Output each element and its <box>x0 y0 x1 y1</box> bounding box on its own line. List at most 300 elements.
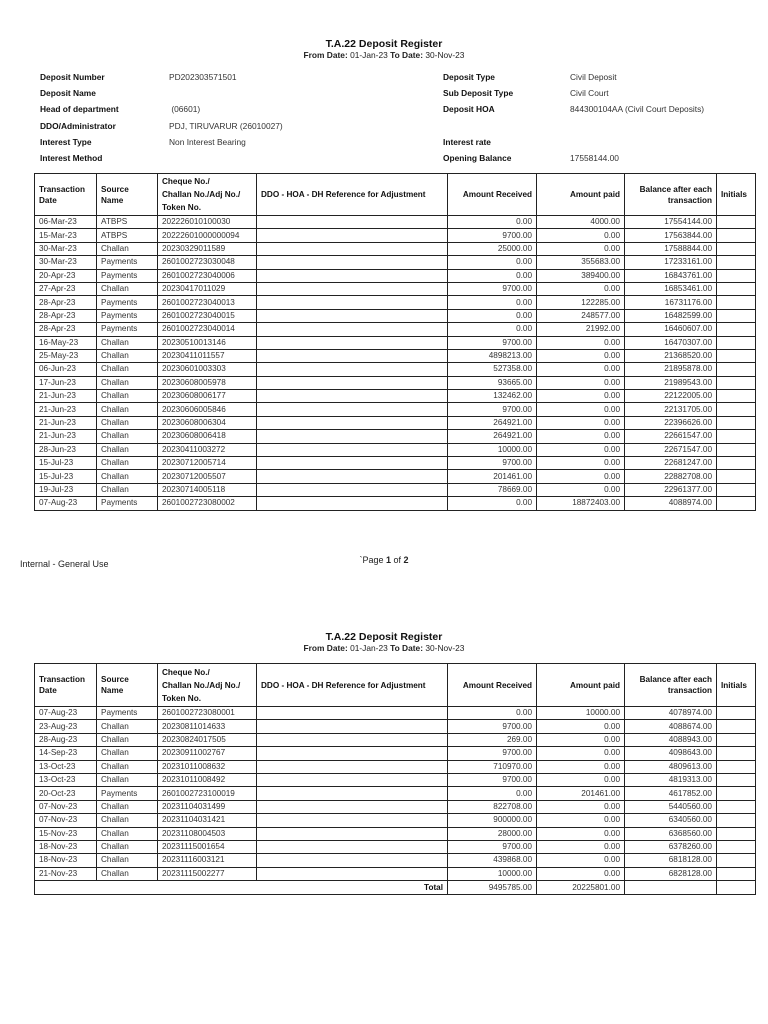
col-amount-paid: Amount paid <box>537 664 625 707</box>
cell-amount-received: 9700.00 <box>448 457 537 470</box>
cell-reference-number: 2601002723040013 <box>158 296 257 309</box>
cell-ddo-hoa-dh-reference <box>257 760 448 773</box>
cell-reference-number: 20231115002277 <box>158 867 257 880</box>
cell-amount-received: 900000.00 <box>448 814 537 827</box>
cell-amount-received: 78669.00 <box>448 483 537 496</box>
table-row <box>35 296 756 309</box>
cell-amount-received: 0.00 <box>448 256 537 269</box>
cell-transaction-date: 27-Apr-23 <box>35 282 97 295</box>
interest-rate-label: Interest rate <box>443 137 491 147</box>
total-balance <box>625 881 717 895</box>
cell-amount-paid: 0.00 <box>537 229 625 242</box>
table-row <box>35 867 756 880</box>
sub-deposit-type-value: Civil Court <box>570 88 609 98</box>
cell-transaction-date: 06-Jun-23 <box>35 363 97 376</box>
cell-initials <box>717 470 756 483</box>
col-amount-received: Amount Received <box>448 174 537 216</box>
cell-ddo-hoa-dh-reference <box>257 296 448 309</box>
cell-balance-after-transaction: 22681247.00 <box>625 457 717 470</box>
cell-amount-paid: 0.00 <box>537 242 625 255</box>
table-row <box>35 787 756 800</box>
cell-amount-received: 0.00 <box>448 707 537 720</box>
cell-amount-received: 9700.00 <box>448 229 537 242</box>
cell-initials <box>717 800 756 813</box>
interest-method-label: Interest Method <box>40 153 103 163</box>
cell-source-name: Challan <box>97 854 158 867</box>
cell-balance-after-transaction: 4809613.00 <box>625 760 717 773</box>
cell-initials <box>717 867 756 880</box>
report-title-page-2: T.A.22 Deposit Register <box>325 631 443 643</box>
transactions-table-page-1 <box>34 173 756 511</box>
cell-balance-after-transaction: 6378260.00 <box>625 840 717 853</box>
cell-ddo-hoa-dh-reference <box>257 827 448 840</box>
cell-source-name: Challan <box>97 363 158 376</box>
cell-source-name: Challan <box>97 840 158 853</box>
cell-initials <box>717 269 756 282</box>
cell-amount-received: 0.00 <box>448 323 537 336</box>
table-row <box>35 497 756 510</box>
cell-balance-after-transaction: 16470307.00 <box>625 336 717 349</box>
cell-amount-received: 0.00 <box>448 787 537 800</box>
page-current: 1 <box>385 555 391 565</box>
cell-transaction-date: 28-Apr-23 <box>35 309 97 322</box>
cell-reference-number: 2601002723040006 <box>158 269 257 282</box>
to-date: 30-Nov-23 <box>425 643 465 653</box>
cell-source-name: Challan <box>97 720 158 733</box>
cell-amount-paid: 0.00 <box>537 867 625 880</box>
cell-transaction-date: 28-Apr-23 <box>35 296 97 309</box>
cell-amount-received: 264921.00 <box>448 416 537 429</box>
page-of: of <box>391 555 404 565</box>
cell-initials <box>717 840 756 853</box>
cell-transaction-date: 07-Aug-23 <box>35 497 97 510</box>
cell-amount-received: 25000.00 <box>448 242 537 255</box>
cell-initials <box>717 363 756 376</box>
cell-ddo-hoa-dh-reference <box>257 800 448 813</box>
cell-initials <box>717 483 756 496</box>
cell-transaction-date: 07-Aug-23 <box>35 707 97 720</box>
cell-initials <box>717 497 756 510</box>
cell-source-name: Payments <box>97 309 158 322</box>
table-row <box>35 403 756 416</box>
cell-amount-received: 132462.00 <box>448 390 537 403</box>
col-amount-received: Amount Received <box>448 664 537 707</box>
col-amount-paid: Amount paid <box>537 174 625 216</box>
cell-initials <box>717 229 756 242</box>
cell-amount-paid: 0.00 <box>537 457 625 470</box>
cell-reference-number: 20231104031499 <box>158 800 257 813</box>
cell-amount-paid: 0.00 <box>537 349 625 362</box>
cell-amount-received: 10000.00 <box>448 867 537 880</box>
cell-initials <box>717 376 756 389</box>
table-row <box>35 814 756 827</box>
table-body-page-1 <box>35 216 756 511</box>
cell-transaction-date: 18-Nov-23 <box>35 854 97 867</box>
cell-ddo-hoa-dh-reference <box>257 216 448 229</box>
cell-source-name: Payments <box>97 787 158 800</box>
cell-transaction-date: 21-Jun-23 <box>35 430 97 443</box>
cell-ddo-hoa-dh-reference <box>257 854 448 867</box>
cell-amount-received: 822708.00 <box>448 800 537 813</box>
ddo-administrator-value: PDJ, TIRUVARUR (26010027) <box>169 121 283 131</box>
table-row <box>35 760 756 773</box>
cell-amount-paid: 0.00 <box>537 282 625 295</box>
cell-source-name: Challan <box>97 403 158 416</box>
cell-transaction-date: 07-Nov-23 <box>35 800 97 813</box>
opening-balance-label: Opening Balance <box>443 153 512 163</box>
cell-transaction-date: 19-Jul-23 <box>35 483 97 496</box>
cell-transaction-date: 30-Mar-23 <box>35 242 97 255</box>
to-date: 30-Nov-23 <box>425 50 465 60</box>
table-row <box>35 840 756 853</box>
cell-reference-number: 2601002723100019 <box>158 787 257 800</box>
cell-reference-number: 20230911002767 <box>158 747 257 760</box>
table-row <box>35 470 756 483</box>
col-initials: Initials <box>717 664 756 707</box>
cell-transaction-date: 13-Oct-23 <box>35 760 97 773</box>
cell-balance-after-transaction: 22122005.00 <box>625 390 717 403</box>
cell-amount-paid: 201461.00 <box>537 787 625 800</box>
col-balance-after-transaction: Balance after each transaction <box>625 174 717 216</box>
cell-ddo-hoa-dh-reference <box>257 707 448 720</box>
cell-ddo-hoa-dh-reference <box>257 349 448 362</box>
cell-transaction-date: 13-Oct-23 <box>35 773 97 786</box>
cell-initials <box>717 323 756 336</box>
deposit-type-value: Civil Deposit <box>570 72 617 82</box>
cell-initials <box>717 443 756 456</box>
total-label: Total <box>35 881 448 895</box>
cell-amount-received: 527358.00 <box>448 363 537 376</box>
cell-reference-number: 20222601000000094 <box>158 229 257 242</box>
cell-source-name: Challan <box>97 457 158 470</box>
cell-ddo-hoa-dh-reference <box>257 309 448 322</box>
cell-transaction-date: 15-Nov-23 <box>35 827 97 840</box>
cell-amount-received: 9700.00 <box>448 336 537 349</box>
cell-balance-after-transaction: 22961377.00 <box>625 483 717 496</box>
cell-initials <box>717 336 756 349</box>
deposit-number-label: Deposit Number <box>40 72 105 82</box>
cell-ddo-hoa-dh-reference <box>257 430 448 443</box>
cell-initials <box>717 390 756 403</box>
cell-reference-number: 20230811014633 <box>158 720 257 733</box>
cell-source-name: Challan <box>97 827 158 840</box>
cell-amount-paid: 0.00 <box>537 390 625 403</box>
cell-amount-received: 710970.00 <box>448 760 537 773</box>
cell-transaction-date: 20-Apr-23 <box>35 269 97 282</box>
cell-balance-after-transaction: 22131705.00 <box>625 403 717 416</box>
cell-reference-number: 20231011008632 <box>158 760 257 773</box>
cell-ddo-hoa-dh-reference <box>257 416 448 429</box>
cell-reference-number: 2601002723040015 <box>158 309 257 322</box>
cell-amount-paid: 0.00 <box>537 376 625 389</box>
cell-balance-after-transaction: 21989543.00 <box>625 376 717 389</box>
interest-type-value: Non Interest Bearing <box>169 137 246 147</box>
col-source-name: Source Name <box>97 174 158 216</box>
cell-amount-paid: 4000.00 <box>537 216 625 229</box>
cell-initials <box>717 430 756 443</box>
cell-balance-after-transaction: 16853461.00 <box>625 282 717 295</box>
cell-ddo-hoa-dh-reference <box>257 733 448 746</box>
table-header-row <box>35 174 756 216</box>
cell-reference-number: 20231116003121 <box>158 854 257 867</box>
head-of-department-label: Head of department <box>40 104 119 114</box>
cell-transaction-date: 21-Jun-23 <box>35 390 97 403</box>
cell-amount-received: 9700.00 <box>448 840 537 853</box>
table-row <box>35 336 756 349</box>
cell-amount-received: 10000.00 <box>448 443 537 456</box>
cell-amount-received: 4898213.00 <box>448 349 537 362</box>
cell-initials <box>717 707 756 720</box>
cell-initials <box>717 773 756 786</box>
cell-reference-number: 202226010100030 <box>158 216 257 229</box>
table-row <box>35 707 756 720</box>
cell-initials <box>717 720 756 733</box>
cell-source-name: Challan <box>97 747 158 760</box>
cell-source-name: Challan <box>97 483 158 496</box>
cell-amount-paid: 0.00 <box>537 443 625 456</box>
cell-source-name: Challan <box>97 733 158 746</box>
cell-initials <box>717 760 756 773</box>
cell-source-name: Challan <box>97 814 158 827</box>
cell-amount-paid: 248577.00 <box>537 309 625 322</box>
cell-ddo-hoa-dh-reference <box>257 390 448 403</box>
cell-amount-paid: 0.00 <box>537 733 625 746</box>
cell-initials <box>717 256 756 269</box>
cell-transaction-date: 16-May-23 <box>35 336 97 349</box>
table-row <box>35 349 756 362</box>
cell-reference-number: 20230608006177 <box>158 390 257 403</box>
cell-balance-after-transaction: 4088943.00 <box>625 733 717 746</box>
table-row <box>35 483 756 496</box>
cell-amount-paid: 0.00 <box>537 336 625 349</box>
cell-initials <box>717 416 756 429</box>
cell-amount-received: 9700.00 <box>448 282 537 295</box>
cell-source-name: Payments <box>97 269 158 282</box>
cell-transaction-date: 14-Sep-23 <box>35 747 97 760</box>
cell-ddo-hoa-dh-reference <box>257 720 448 733</box>
cell-source-name: Challan <box>97 376 158 389</box>
table-row <box>35 800 756 813</box>
cell-ddo-hoa-dh-reference <box>257 242 448 255</box>
cell-ddo-hoa-dh-reference <box>257 269 448 282</box>
cell-reference-number: 20230411003272 <box>158 443 257 456</box>
cell-reference-number: 20230712005714 <box>158 457 257 470</box>
cell-ddo-hoa-dh-reference <box>257 256 448 269</box>
cell-ddo-hoa-dh-reference <box>257 483 448 496</box>
cell-reference-number: 20231115001654 <box>158 840 257 853</box>
table-row <box>35 323 756 336</box>
cell-initials <box>717 349 756 362</box>
cell-source-name: Challan <box>97 430 158 443</box>
cell-reference-number: 20230510013146 <box>158 336 257 349</box>
cell-initials <box>717 216 756 229</box>
cell-balance-after-transaction: 4819313.00 <box>625 773 717 786</box>
col-transaction-date: Transaction Date <box>35 664 97 707</box>
col-source-name: Source Name <box>97 664 158 707</box>
cell-reference-number: 20231104031421 <box>158 814 257 827</box>
cell-source-name: Challan <box>97 800 158 813</box>
page-indicator <box>0 555 768 565</box>
col-cheque-challan-token: Cheque No./ Challan No./Adj No./ Token No. <box>158 174 257 216</box>
from-date-label: From Date: <box>303 50 348 60</box>
cell-ddo-hoa-dh-reference <box>257 443 448 456</box>
cell-reference-number: 20230411011557 <box>158 349 257 362</box>
cell-balance-after-transaction: 17554144.00 <box>625 216 717 229</box>
cell-amount-received: 264921.00 <box>448 430 537 443</box>
table-row <box>35 309 756 322</box>
cell-ddo-hoa-dh-reference <box>257 497 448 510</box>
table-row <box>35 256 756 269</box>
cell-transaction-date: 15-Mar-23 <box>35 229 97 242</box>
cell-reference-number: 20230714005118 <box>158 483 257 496</box>
cell-balance-after-transaction: 4098643.00 <box>625 747 717 760</box>
cell-balance-after-transaction: 4088674.00 <box>625 720 717 733</box>
cell-amount-paid: 0.00 <box>537 854 625 867</box>
to-date-label: To Date: <box>390 50 424 60</box>
deposit-type-label: Deposit Type <box>443 72 495 82</box>
cell-transaction-date: 28-Apr-23 <box>35 323 97 336</box>
cell-amount-paid: 21992.00 <box>537 323 625 336</box>
table-row <box>35 390 756 403</box>
cell-initials <box>717 814 756 827</box>
cell-initials <box>717 309 756 322</box>
cell-amount-received: 0.00 <box>448 269 537 282</box>
cell-amount-received: 0.00 <box>448 216 537 229</box>
cell-initials <box>717 827 756 840</box>
cell-source-name: ATBPS <box>97 229 158 242</box>
cell-ddo-hoa-dh-reference <box>257 323 448 336</box>
cell-balance-after-transaction: 16482599.00 <box>625 309 717 322</box>
from-date: 01-Jan-23 <box>350 50 388 60</box>
cell-amount-paid: 355683.00 <box>537 256 625 269</box>
cell-amount-received: 9700.00 <box>448 773 537 786</box>
cell-source-name: Challan <box>97 443 158 456</box>
opening-balance-value: 17558144.00 <box>570 153 619 163</box>
cell-amount-paid: 0.00 <box>537 747 625 760</box>
cell-transaction-date: 25-May-23 <box>35 349 97 362</box>
cell-initials <box>717 854 756 867</box>
cell-amount-paid: 0.00 <box>537 363 625 376</box>
cell-ddo-hoa-dh-reference <box>257 282 448 295</box>
cell-transaction-date: 21-Nov-23 <box>35 867 97 880</box>
cell-transaction-date: 15-Jul-23 <box>35 457 97 470</box>
cell-amount-received: 9700.00 <box>448 720 537 733</box>
report-date-range-page-2 <box>0 643 768 653</box>
table-row <box>35 216 756 229</box>
cell-reference-number: 2601002723080002 <box>158 497 257 510</box>
cell-transaction-date: 28-Aug-23 <box>35 733 97 746</box>
cell-transaction-date: 21-Jun-23 <box>35 416 97 429</box>
cell-ddo-hoa-dh-reference <box>257 814 448 827</box>
col-ddo-hoa-dh-reference: DDO - HOA - DH Reference for Adjustment <box>257 174 448 216</box>
cell-amount-paid: 0.00 <box>537 800 625 813</box>
deposit-details <box>0 0 768 170</box>
cell-balance-after-transaction: 4088974.00 <box>625 497 717 510</box>
cell-balance-after-transaction: 4617852.00 <box>625 787 717 800</box>
cell-ddo-hoa-dh-reference <box>257 363 448 376</box>
cell-balance-after-transaction: 6368560.00 <box>625 827 717 840</box>
cell-balance-after-transaction: 22882708.00 <box>625 470 717 483</box>
table-row <box>35 282 756 295</box>
transactions-table-page-2 <box>34 663 756 895</box>
cell-transaction-date: 18-Nov-23 <box>35 840 97 853</box>
cell-source-name: Challan <box>97 773 158 786</box>
table-row <box>35 376 756 389</box>
cell-ddo-hoa-dh-reference <box>257 403 448 416</box>
cell-source-name: Challan <box>97 416 158 429</box>
cell-reference-number: 2601002723040014 <box>158 323 257 336</box>
cell-ddo-hoa-dh-reference <box>257 470 448 483</box>
cell-amount-received: 28000.00 <box>448 827 537 840</box>
cell-balance-after-transaction: 22661547.00 <box>625 430 717 443</box>
cell-amount-paid: 0.00 <box>537 814 625 827</box>
cell-source-name: Challan <box>97 867 158 880</box>
col-transaction-date: Transaction Date <box>35 174 97 216</box>
cell-amount-paid: 0.00 <box>537 827 625 840</box>
cell-reference-number: 20230608006304 <box>158 416 257 429</box>
cell-amount-received: 0.00 <box>448 309 537 322</box>
deposit-number-value: PD202303571501 <box>169 72 237 82</box>
cell-balance-after-transaction: 4078974.00 <box>625 707 717 720</box>
cell-amount-received: 439868.00 <box>448 854 537 867</box>
cell-initials <box>717 296 756 309</box>
cell-amount-paid: 0.00 <box>537 430 625 443</box>
cell-transaction-date: 06-Mar-23 <box>35 216 97 229</box>
cell-source-name: Challan <box>97 760 158 773</box>
cell-reference-number: 20231108004503 <box>158 827 257 840</box>
table-row <box>35 773 756 786</box>
cell-reference-number: 20231011008492 <box>158 773 257 786</box>
cell-ddo-hoa-dh-reference <box>257 229 448 242</box>
cell-reference-number: 20230608005978 <box>158 376 257 389</box>
cell-ddo-hoa-dh-reference <box>257 457 448 470</box>
ddo-administrator-label: DDO/Administrator <box>40 121 116 131</box>
cell-balance-after-transaction: 16731176.00 <box>625 296 717 309</box>
cell-reference-number: 2601002723080001 <box>158 707 257 720</box>
cell-balance-after-transaction: 22396626.00 <box>625 416 717 429</box>
cell-balance-after-transaction: 21368520.00 <box>625 349 717 362</box>
cell-balance-after-transaction: 6818128.00 <box>625 854 717 867</box>
table-row <box>35 733 756 746</box>
table-row <box>35 827 756 840</box>
cell-initials <box>717 733 756 746</box>
table-row <box>35 457 756 470</box>
cell-source-name: Payments <box>97 497 158 510</box>
from-date: 01-Jan-23 <box>350 643 388 653</box>
table-row <box>35 416 756 429</box>
deposit-name-label: Deposit Name <box>40 88 96 98</box>
cell-reference-number: 20230606005846 <box>158 403 257 416</box>
cell-initials <box>717 282 756 295</box>
cell-initials <box>717 457 756 470</box>
cell-transaction-date: 28-Jun-23 <box>35 443 97 456</box>
cell-amount-paid: 0.00 <box>537 773 625 786</box>
cell-source-name: Payments <box>97 296 158 309</box>
table-row <box>35 229 756 242</box>
cell-ddo-hoa-dh-reference <box>257 773 448 786</box>
cell-balance-after-transaction: 17563844.00 <box>625 229 717 242</box>
cell-ddo-hoa-dh-reference <box>257 376 448 389</box>
cell-source-name: Challan <box>97 242 158 255</box>
cell-balance-after-transaction: 22671547.00 <box>625 443 717 456</box>
cell-source-name: Challan <box>97 349 158 362</box>
table-row <box>35 430 756 443</box>
cell-amount-paid: 0.00 <box>537 483 625 496</box>
cell-ddo-hoa-dh-reference <box>257 867 448 880</box>
cell-balance-after-transaction: 6828128.00 <box>625 867 717 880</box>
cell-balance-after-transaction: 5440560.00 <box>625 800 717 813</box>
cell-amount-paid: 0.00 <box>537 416 625 429</box>
